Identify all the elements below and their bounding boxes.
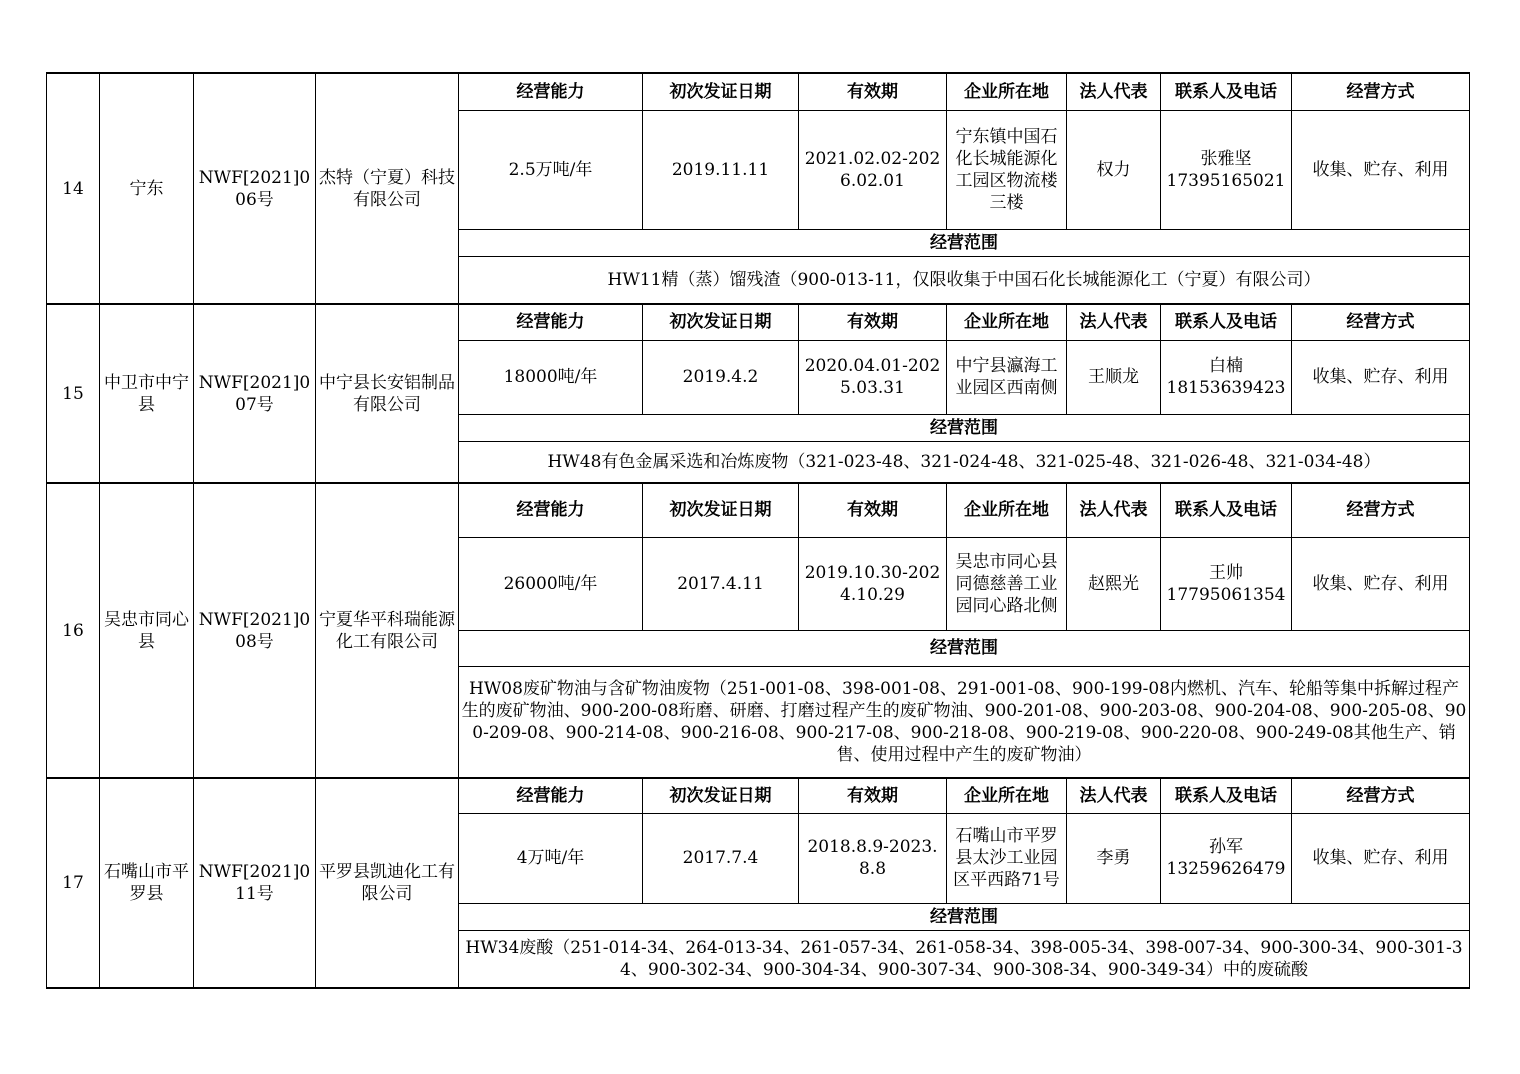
header-legal-rep: 法人代表 (1067, 778, 1161, 813)
header-legal-rep: 法人代表 (1067, 304, 1161, 340)
header-first-issue: 初次发证日期 (643, 778, 799, 813)
company-location: 宁东镇中国石化长城能源化工园区物流楼三楼 (947, 110, 1067, 229)
company-name: 中宁县长安铝制品有限公司 (316, 304, 459, 483)
record-region: 吴忠市同心县 (100, 483, 194, 778)
header-location: 企业所在地 (947, 73, 1067, 110)
header-scope: 经营范围 (459, 229, 1470, 256)
capacity-value: 26000吨/年 (459, 537, 643, 630)
contact-name: 张雅坚 (1200, 148, 1252, 169)
record-14 (47, 73, 1470, 304)
contact-info (1161, 340, 1292, 414)
capacity-value: 2.5万吨/年 (459, 110, 643, 229)
header-validity: 有效期 (799, 73, 947, 110)
header-location: 企业所在地 (947, 483, 1067, 537)
header-first-issue: 初次发证日期 (643, 483, 799, 537)
record-region: 石嘴山市平罗县 (100, 778, 194, 988)
record-index: 15 (47, 304, 100, 483)
header-capacity: 经营能力 (459, 483, 643, 537)
validity-period: 2018.8.9-2023.8.8 (799, 813, 947, 903)
first-issue-date: 2019.11.11 (643, 110, 799, 229)
header-mode: 经营方式 (1292, 483, 1470, 537)
company-location: 吴忠市同心县同德慈善工业园同心路北侧 (947, 537, 1067, 630)
validity-period: 2020.04.01-2025.03.31 (799, 340, 947, 414)
header-capacity: 经营能力 (459, 73, 643, 110)
legal-representative: 赵熙光 (1067, 537, 1161, 630)
company-location: 中宁县瀛海工业园区西南侧 (947, 340, 1067, 414)
first-issue-date: 2017.7.4 (643, 813, 799, 903)
header-location: 企业所在地 (947, 778, 1067, 813)
record-15 (47, 304, 1470, 483)
license-number: NWF[2021]008号 (194, 483, 316, 778)
header-validity: 有效期 (799, 304, 947, 340)
business-scope: HW11精（蒸）馏残渣（900-013-11，仅限收集于中国石化长城能源化工（宁夏）有限公司） (459, 256, 1470, 304)
capacity-value: 4万吨/年 (459, 813, 643, 903)
contact-info (1161, 813, 1292, 903)
company-name: 平罗县凯迪化工有限公司 (316, 778, 459, 988)
header-validity: 有效期 (799, 778, 947, 813)
business-scope: HW34废酸（251-014-34、264-013-34、261-057-34、261-058-34、398-005-34、398-007-34、900-300-34、900-301-34、900-302-34、900-304-34、900-307-34、900-308-34、900-349-34）中的废硫酸 (459, 930, 1470, 988)
license-table (46, 72, 1470, 989)
header-capacity: 经营能力 (459, 304, 643, 340)
first-issue-date: 2017.4.11 (643, 537, 799, 630)
header-mode: 经营方式 (1292, 778, 1470, 813)
contact-phone: 17395165021 (1166, 170, 1286, 191)
header-scope: 经营范围 (459, 630, 1470, 666)
header-contact: 联系人及电话 (1161, 483, 1292, 537)
header-mode: 经营方式 (1292, 304, 1470, 340)
record-index: 14 (47, 73, 100, 304)
contact-phone: 18153639423 (1166, 378, 1286, 398)
company-name: 宁夏华平科瑞能源化工有限公司 (316, 483, 459, 778)
contact-name: 白楠 (1209, 356, 1243, 376)
record-17 (47, 778, 1470, 988)
operation-mode: 收集、贮存、利用 (1292, 110, 1470, 229)
company-location: 石嘴山市平罗县太沙工业园区平西路71号 (947, 813, 1067, 903)
header-scope: 经营范围 (459, 414, 1470, 441)
operation-mode: 收集、贮存、利用 (1292, 340, 1470, 414)
validity-period: 2021.02.02-2026.02.01 (799, 110, 947, 229)
license-number: NWF[2021]011号 (194, 778, 316, 988)
contact-name: 王帅 (1209, 562, 1243, 583)
legal-representative: 王顺龙 (1067, 340, 1161, 414)
record-region: 中卫市中宁县 (100, 304, 194, 483)
record-16 (47, 483, 1470, 778)
legal-representative: 李勇 (1067, 813, 1161, 903)
contact-info (1161, 110, 1292, 229)
header-contact: 联系人及电话 (1161, 73, 1292, 110)
legal-representative: 权力 (1067, 110, 1161, 229)
header-validity: 有效期 (799, 483, 947, 537)
license-number: NWF[2021]007号 (194, 304, 316, 483)
business-scope: HW08废矿物油与含矿物油废物（251-001-08、398-001-08、291-001-08、900-199-08内燃机、汽车、轮船等集中拆解过程产生的废矿物油、900-200-08珩磨、研磨、打磨过程产生的废矿物油、900-201-08、900-203-08、900-204-08、900-205-08、900-209-08、900-214-08、900-216-08、900-217-08、900-218-08、900-219-08、900-220-08、900-249-08其他生产、销售、使用过程中产生的废矿物油） (459, 666, 1470, 778)
capacity-value: 18000吨/年 (459, 340, 643, 414)
license-number: NWF[2021]006号 (194, 73, 316, 304)
record-index: 16 (47, 483, 100, 778)
header-legal-rep: 法人代表 (1067, 483, 1161, 537)
header-capacity: 经营能力 (459, 778, 643, 813)
header-legal-rep: 法人代表 (1067, 73, 1161, 110)
operation-mode: 收集、贮存、利用 (1292, 813, 1470, 903)
contact-info (1161, 537, 1292, 630)
header-mode: 经营方式 (1292, 73, 1470, 110)
record-region: 宁东 (100, 73, 194, 304)
header-scope: 经营范围 (459, 903, 1470, 930)
record-index: 17 (47, 778, 100, 988)
operation-mode: 收集、贮存、利用 (1292, 537, 1470, 630)
first-issue-date: 2019.4.2 (643, 340, 799, 414)
contact-name: 孙军 (1209, 837, 1243, 857)
header-contact: 联系人及电话 (1161, 778, 1292, 813)
contact-phone: 13259626479 (1166, 859, 1286, 879)
header-first-issue: 初次发证日期 (643, 304, 799, 340)
header-first-issue: 初次发证日期 (643, 73, 799, 110)
validity-period: 2019.10.30-2024.10.29 (799, 537, 947, 630)
header-contact: 联系人及电话 (1161, 304, 1292, 340)
contact-phone: 17795061354 (1166, 584, 1286, 605)
business-scope: HW48有色金属采选和冶炼废物（321-023-48、321-024-48、321-025-48、321-026-48、321-034-48） (459, 441, 1470, 483)
header-location: 企业所在地 (947, 304, 1067, 340)
company-name: 杰特（宁夏）科技有限公司 (316, 73, 459, 304)
